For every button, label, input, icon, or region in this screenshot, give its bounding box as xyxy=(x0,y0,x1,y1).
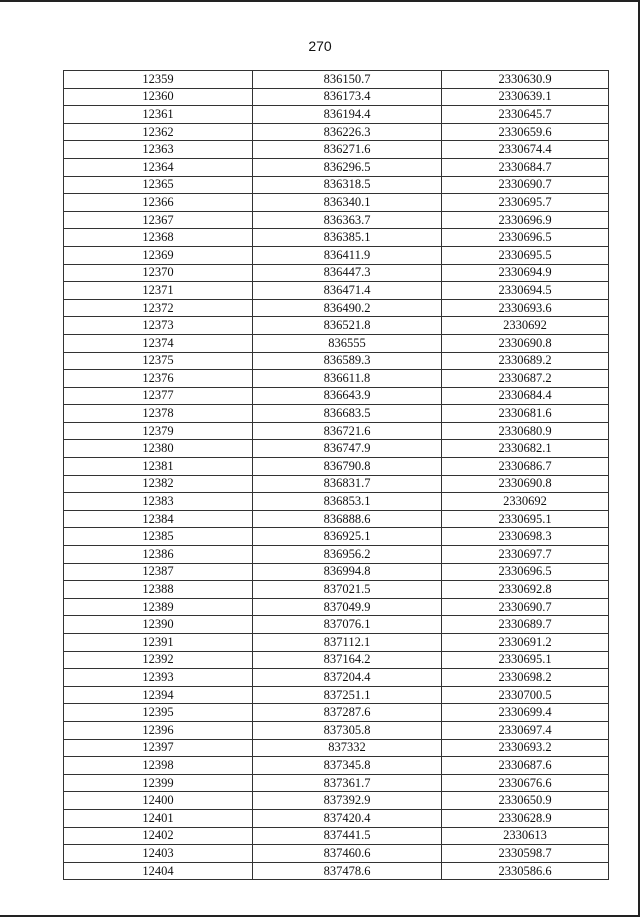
x-coordinate-cell: 837478.6 xyxy=(253,862,442,880)
point-id-cell: 12372 xyxy=(64,299,253,317)
y-coordinate-cell: 2330693.6 xyxy=(442,299,609,317)
point-id-cell: 12381 xyxy=(64,458,253,476)
page-number: 270 xyxy=(308,38,332,54)
y-coordinate-cell: 2330692.8 xyxy=(442,581,609,599)
x-coordinate-cell: 836296.5 xyxy=(253,158,442,176)
y-coordinate-cell: 2330694.9 xyxy=(442,264,609,282)
point-id-cell: 12383 xyxy=(64,493,253,511)
table-row xyxy=(64,88,609,106)
point-id-cell: 12368 xyxy=(64,229,253,247)
table-row xyxy=(64,739,609,757)
point-id-cell: 12403 xyxy=(64,845,253,863)
x-coordinate-cell: 837345.8 xyxy=(253,757,442,775)
y-coordinate-cell: 2330697.4 xyxy=(442,721,609,739)
point-id-cell: 12360 xyxy=(64,88,253,106)
table-row xyxy=(64,774,609,792)
table-row xyxy=(64,845,609,863)
table-row xyxy=(64,264,609,282)
x-coordinate-cell: 837076.1 xyxy=(253,616,442,634)
y-coordinate-cell: 2330690.8 xyxy=(442,334,609,352)
x-coordinate-cell: 836589.3 xyxy=(253,352,442,370)
table-row xyxy=(64,827,609,845)
x-coordinate-cell: 837460.6 xyxy=(253,845,442,863)
table-row xyxy=(64,528,609,546)
point-id-cell: 12376 xyxy=(64,370,253,388)
table-row xyxy=(64,158,609,176)
point-id-cell: 12365 xyxy=(64,176,253,194)
point-id-cell: 12389 xyxy=(64,598,253,616)
y-coordinate-cell: 2330695.7 xyxy=(442,194,609,212)
table-row xyxy=(64,581,609,599)
point-id-cell: 12364 xyxy=(64,158,253,176)
x-coordinate-cell: 837049.9 xyxy=(253,598,442,616)
table-row xyxy=(64,405,609,423)
table-row xyxy=(64,317,609,335)
x-coordinate-cell: 836643.9 xyxy=(253,387,442,405)
table-row xyxy=(64,634,609,652)
point-id-cell: 12395 xyxy=(64,704,253,722)
x-coordinate-cell: 836853.1 xyxy=(253,493,442,511)
table-row xyxy=(64,616,609,634)
point-id-cell: 12363 xyxy=(64,141,253,159)
x-coordinate-cell: 836611.8 xyxy=(253,370,442,388)
y-coordinate-cell: 2330700.5 xyxy=(442,686,609,704)
y-coordinate-cell: 2330698.3 xyxy=(442,528,609,546)
y-coordinate-cell: 2330681.6 xyxy=(442,405,609,423)
y-coordinate-cell: 2330628.9 xyxy=(442,809,609,827)
y-coordinate-cell: 2330684.7 xyxy=(442,158,609,176)
table-row xyxy=(64,176,609,194)
table-row xyxy=(64,792,609,810)
x-coordinate-cell: 836340.1 xyxy=(253,194,442,212)
x-coordinate-cell: 837251.1 xyxy=(253,686,442,704)
y-coordinate-cell: 2330694.5 xyxy=(442,282,609,300)
y-coordinate-cell: 2330692 xyxy=(442,317,609,335)
y-coordinate-cell: 2330650.9 xyxy=(442,792,609,810)
y-coordinate-cell: 2330696.5 xyxy=(442,229,609,247)
y-coordinate-cell: 2330686.7 xyxy=(442,458,609,476)
y-coordinate-cell: 2330696.5 xyxy=(442,563,609,581)
y-coordinate-cell: 2330598.7 xyxy=(442,845,609,863)
table-row xyxy=(64,299,609,317)
y-coordinate-cell: 2330645.7 xyxy=(442,106,609,124)
table-row xyxy=(64,440,609,458)
y-coordinate-cell: 2330695.1 xyxy=(442,651,609,669)
y-coordinate-cell: 2330586.6 xyxy=(442,862,609,880)
point-id-cell: 12404 xyxy=(64,862,253,880)
table-row xyxy=(64,246,609,264)
point-id-cell: 12378 xyxy=(64,405,253,423)
table-row xyxy=(64,123,609,141)
x-coordinate-cell: 836683.5 xyxy=(253,405,442,423)
x-coordinate-cell: 836363.7 xyxy=(253,211,442,229)
point-id-cell: 12370 xyxy=(64,264,253,282)
x-coordinate-cell: 836994.8 xyxy=(253,563,442,581)
table-row xyxy=(64,862,609,880)
page-border-top xyxy=(0,0,640,2)
point-id-cell: 12399 xyxy=(64,774,253,792)
point-id-cell: 12373 xyxy=(64,317,253,335)
table-row xyxy=(64,809,609,827)
table-row xyxy=(64,669,609,687)
x-coordinate-cell: 837112.1 xyxy=(253,634,442,652)
point-id-cell: 12398 xyxy=(64,757,253,775)
y-coordinate-cell: 2330687.6 xyxy=(442,757,609,775)
x-coordinate-cell: 837441.5 xyxy=(253,827,442,845)
table-row xyxy=(64,493,609,511)
point-id-cell: 12385 xyxy=(64,528,253,546)
y-coordinate-cell: 2330695.5 xyxy=(442,246,609,264)
x-coordinate-cell: 837021.5 xyxy=(253,581,442,599)
y-coordinate-cell: 2330674.4 xyxy=(442,141,609,159)
point-id-cell: 12397 xyxy=(64,739,253,757)
x-coordinate-cell: 836790.8 xyxy=(253,458,442,476)
table-row xyxy=(64,71,609,89)
x-coordinate-cell: 836831.7 xyxy=(253,475,442,493)
point-id-cell: 12390 xyxy=(64,616,253,634)
table-row xyxy=(64,334,609,352)
point-id-cell: 12384 xyxy=(64,510,253,528)
x-coordinate-cell: 836271.6 xyxy=(253,141,442,159)
x-coordinate-cell: 836721.6 xyxy=(253,422,442,440)
table-row xyxy=(64,563,609,581)
point-id-cell: 12394 xyxy=(64,686,253,704)
point-id-cell: 12377 xyxy=(64,387,253,405)
table-row xyxy=(64,106,609,124)
x-coordinate-cell: 836150.7 xyxy=(253,71,442,89)
table-row xyxy=(64,194,609,212)
x-coordinate-cell: 837332 xyxy=(253,739,442,757)
y-coordinate-cell: 2330613 xyxy=(442,827,609,845)
coordinates-table xyxy=(63,70,609,880)
x-coordinate-cell: 836318.5 xyxy=(253,176,442,194)
point-id-cell: 12386 xyxy=(64,546,253,564)
y-coordinate-cell: 2330693.2 xyxy=(442,739,609,757)
point-id-cell: 12359 xyxy=(64,71,253,89)
point-id-cell: 12392 xyxy=(64,651,253,669)
point-id-cell: 12391 xyxy=(64,634,253,652)
y-coordinate-cell: 2330690.8 xyxy=(442,475,609,493)
table-row xyxy=(64,229,609,247)
x-coordinate-cell: 837392.9 xyxy=(253,792,442,810)
x-coordinate-cell: 836888.6 xyxy=(253,510,442,528)
table-row xyxy=(64,387,609,405)
y-coordinate-cell: 2330690.7 xyxy=(442,176,609,194)
table-row xyxy=(64,721,609,739)
point-id-cell: 12400 xyxy=(64,792,253,810)
point-id-cell: 12379 xyxy=(64,422,253,440)
coordinates-table-body xyxy=(64,71,609,880)
x-coordinate-cell: 836471.4 xyxy=(253,282,442,300)
point-id-cell: 12375 xyxy=(64,352,253,370)
x-coordinate-cell: 836925.1 xyxy=(253,528,442,546)
x-coordinate-cell: 836555 xyxy=(253,334,442,352)
x-coordinate-cell: 836385.1 xyxy=(253,229,442,247)
table-row xyxy=(64,704,609,722)
y-coordinate-cell: 2330696.9 xyxy=(442,211,609,229)
x-coordinate-cell: 837287.6 xyxy=(253,704,442,722)
table-row xyxy=(64,211,609,229)
y-coordinate-cell: 2330692 xyxy=(442,493,609,511)
y-coordinate-cell: 2330699.4 xyxy=(442,704,609,722)
point-id-cell: 12387 xyxy=(64,563,253,581)
x-coordinate-cell: 836194.4 xyxy=(253,106,442,124)
x-coordinate-cell: 836490.2 xyxy=(253,299,442,317)
y-coordinate-cell: 2330659.6 xyxy=(442,123,609,141)
y-coordinate-cell: 2330690.7 xyxy=(442,598,609,616)
x-coordinate-cell: 836173.4 xyxy=(253,88,442,106)
point-id-cell: 12380 xyxy=(64,440,253,458)
point-id-cell: 12402 xyxy=(64,827,253,845)
table-row xyxy=(64,422,609,440)
y-coordinate-cell: 2330695.1 xyxy=(442,510,609,528)
table-row xyxy=(64,282,609,300)
point-id-cell: 12362 xyxy=(64,123,253,141)
table-row xyxy=(64,510,609,528)
x-coordinate-cell: 836447.3 xyxy=(253,264,442,282)
y-coordinate-cell: 2330691.2 xyxy=(442,634,609,652)
y-coordinate-cell: 2330697.7 xyxy=(442,546,609,564)
point-id-cell: 12369 xyxy=(64,246,253,264)
point-id-cell: 12396 xyxy=(64,721,253,739)
table-row xyxy=(64,141,609,159)
x-coordinate-cell: 836521.8 xyxy=(253,317,442,335)
y-coordinate-cell: 2330639.1 xyxy=(442,88,609,106)
y-coordinate-cell: 2330689.7 xyxy=(442,616,609,634)
x-coordinate-cell: 837361.7 xyxy=(253,774,442,792)
table-row xyxy=(64,546,609,564)
table-row xyxy=(64,757,609,775)
point-id-cell: 12388 xyxy=(64,581,253,599)
x-coordinate-cell: 836226.3 xyxy=(253,123,442,141)
point-id-cell: 12393 xyxy=(64,669,253,687)
table-row xyxy=(64,370,609,388)
y-coordinate-cell: 2330676.6 xyxy=(442,774,609,792)
point-id-cell: 12371 xyxy=(64,282,253,300)
y-coordinate-cell: 2330689.2 xyxy=(442,352,609,370)
table-row xyxy=(64,598,609,616)
point-id-cell: 12366 xyxy=(64,194,253,212)
y-coordinate-cell: 2330684.4 xyxy=(442,387,609,405)
x-coordinate-cell: 837420.4 xyxy=(253,809,442,827)
table-row xyxy=(64,458,609,476)
point-id-cell: 12401 xyxy=(64,809,253,827)
x-coordinate-cell: 836411.9 xyxy=(253,246,442,264)
y-coordinate-cell: 2330698.2 xyxy=(442,669,609,687)
table-row xyxy=(64,651,609,669)
x-coordinate-cell: 836956.2 xyxy=(253,546,442,564)
x-coordinate-cell: 836747.9 xyxy=(253,440,442,458)
y-coordinate-cell: 2330630.9 xyxy=(442,71,609,89)
y-coordinate-cell: 2330680.9 xyxy=(442,422,609,440)
point-id-cell: 12361 xyxy=(64,106,253,124)
table-row xyxy=(64,352,609,370)
table-row xyxy=(64,475,609,493)
x-coordinate-cell: 837305.8 xyxy=(253,721,442,739)
y-coordinate-cell: 2330682.1 xyxy=(442,440,609,458)
table-row xyxy=(64,686,609,704)
point-id-cell: 12367 xyxy=(64,211,253,229)
point-id-cell: 12382 xyxy=(64,475,253,493)
y-coordinate-cell: 2330687.2 xyxy=(442,370,609,388)
x-coordinate-cell: 837204.4 xyxy=(253,669,442,687)
x-coordinate-cell: 837164.2 xyxy=(253,651,442,669)
point-id-cell: 12374 xyxy=(64,334,253,352)
